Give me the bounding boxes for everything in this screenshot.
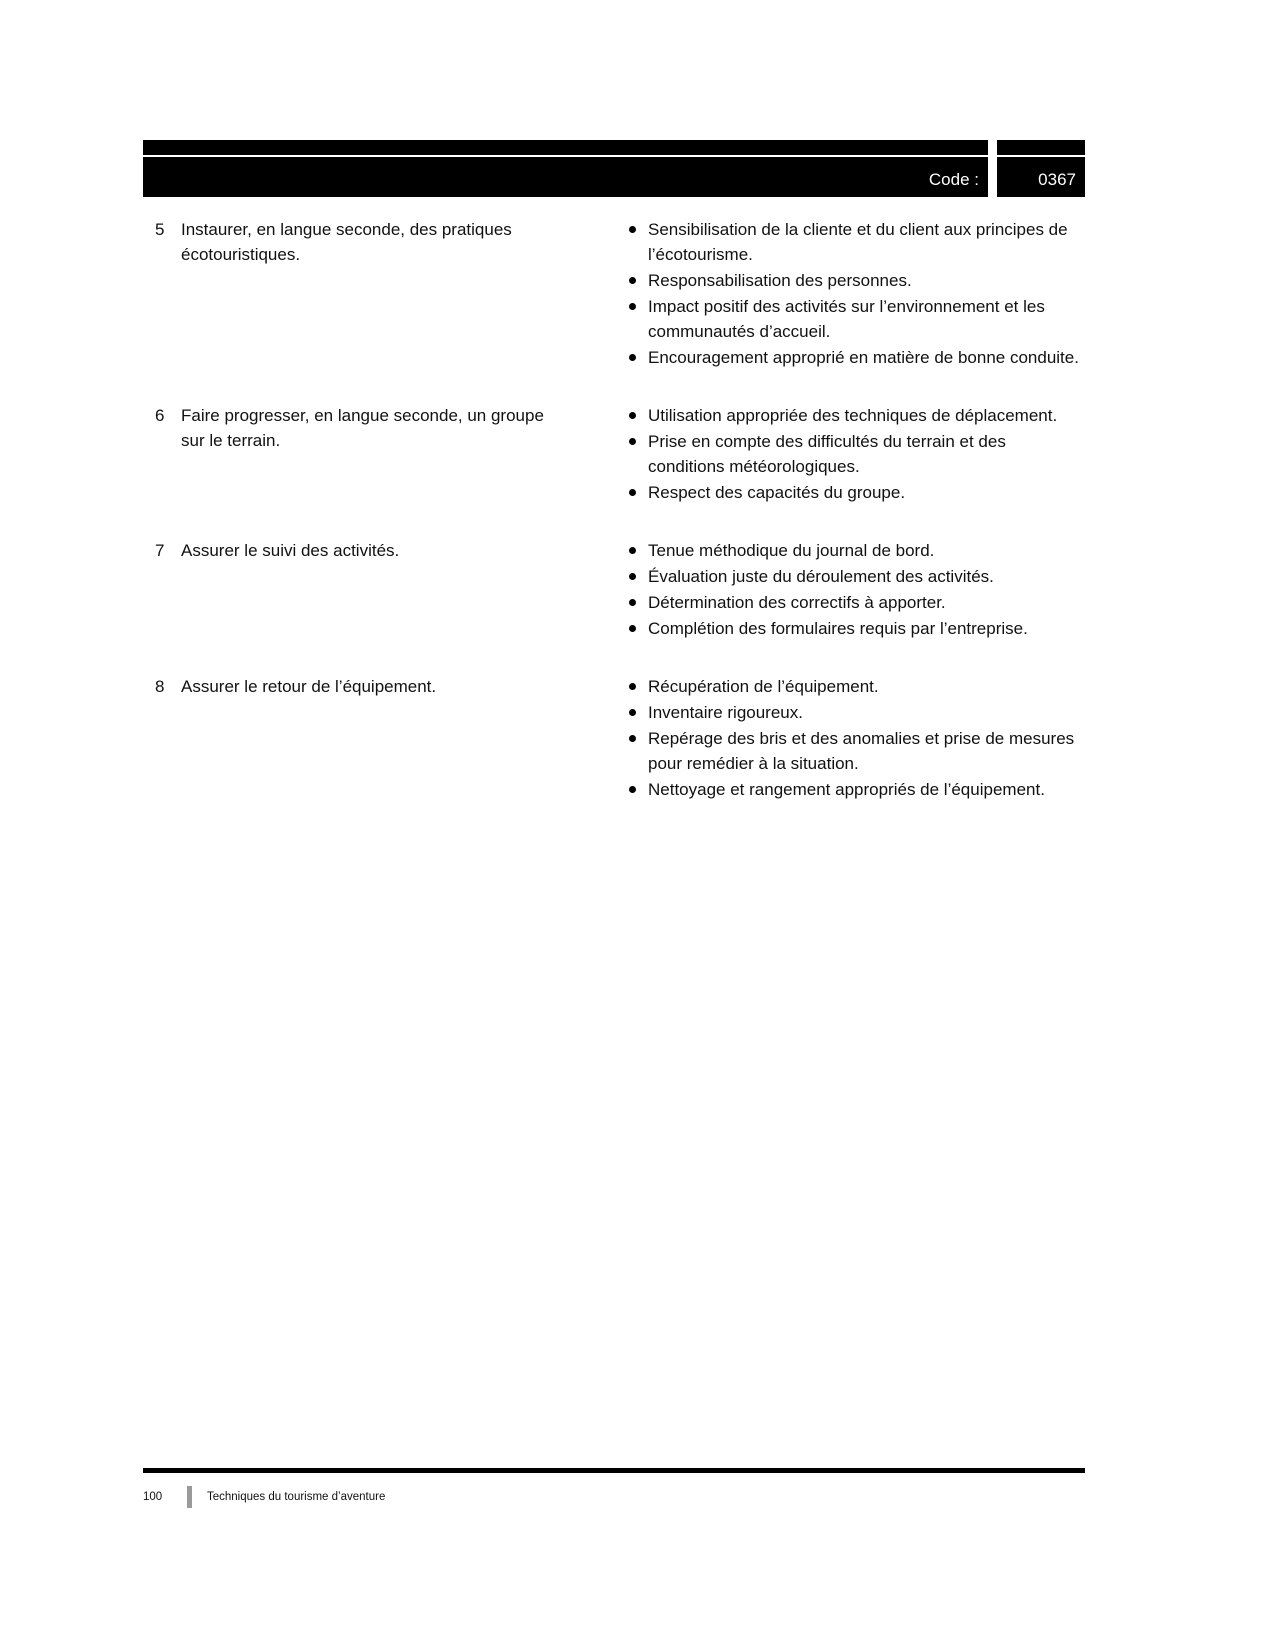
- criterion-item: Repérage des bris et des anomalies et prise de mesures pour remédier à la situation.: [625, 726, 1085, 776]
- header-bar: [143, 140, 1085, 197]
- task-text: Instaurer, en langue seconde, des pratiques écotouristiques.: [181, 220, 512, 264]
- criteria-list: [625, 217, 1085, 370]
- criterion-item: Inventaire rigoureux.: [625, 700, 1085, 725]
- criterion-item: Utilisation appropriée des techniques de déplacement.: [625, 403, 1085, 428]
- task-number: 6: [155, 406, 165, 425]
- criteria-cell: [625, 217, 1085, 403]
- table-body: [143, 217, 1085, 835]
- task-text: Assurer le suivi des activités.: [181, 541, 400, 560]
- task-number: 8: [155, 677, 165, 696]
- criterion-item: Encouragement approprié en matière de bonne conduite.: [625, 345, 1085, 370]
- table-row: [143, 217, 1085, 403]
- competency-table: [143, 217, 1085, 835]
- footer-row: [143, 1486, 1085, 1508]
- table-row: [143, 674, 1085, 835]
- document-title: Techniques du tourisme d’aventure: [207, 1491, 386, 1503]
- criteria-cell: [625, 538, 1085, 674]
- criteria-list: [625, 403, 1085, 505]
- criterion-item: Impact positif des activités sur l’environnement et les communautés d’accueil.: [625, 294, 1085, 344]
- table-row: [143, 403, 1085, 538]
- criterion-item: Nettoyage et rangement appropriés de l’équipement.: [625, 777, 1085, 802]
- criteria-list: [625, 538, 1085, 641]
- page-number: 100: [143, 1491, 163, 1503]
- criterion-item: Respect des capacités du groupe.: [625, 480, 1085, 505]
- code-value: 0367: [1038, 170, 1076, 189]
- criterion-item: Récupération de l’équipement.: [625, 674, 1085, 699]
- code-label: Code :: [928, 170, 979, 189]
- criterion-item: Sensibilisation de la cliente et du client aux principes de l’écotourisme.: [625, 217, 1085, 267]
- code-label-section: [143, 140, 988, 197]
- criterion-item: Responsabilisation des personnes.: [625, 268, 1085, 293]
- code-value-box: [997, 140, 1085, 197]
- header-hairline: [997, 155, 1085, 157]
- page-footer: [143, 1468, 1085, 1508]
- header-hairline: [143, 155, 988, 157]
- task-number: 5: [155, 220, 165, 239]
- table-row: [143, 538, 1085, 674]
- criterion-item: Prise en compte des difficultés du terrain et des conditions météorologiques.: [625, 429, 1085, 479]
- task-text: Faire progresser, en langue seconde, un groupe sur le terrain.: [181, 406, 544, 450]
- footer-rule: [143, 1468, 1085, 1473]
- page-content: [143, 140, 1085, 835]
- criteria-cell: [625, 674, 1085, 835]
- task-number: 7: [155, 541, 165, 560]
- criteria-cell: [625, 403, 1085, 538]
- footer-divider-bar: [187, 1486, 192, 1508]
- criteria-list: [625, 674, 1085, 802]
- criterion-item: Tenue méthodique du journal de bord.: [625, 538, 1085, 563]
- criterion-item: Détermination des correctifs à apporter.: [625, 590, 1085, 615]
- task-text: Assurer le retour de l’équipement.: [181, 677, 437, 696]
- criterion-item: Complétion des formulaires requis par l’entreprise.: [625, 616, 1085, 641]
- criterion-item: Évaluation juste du déroulement des activités.: [625, 564, 1085, 589]
